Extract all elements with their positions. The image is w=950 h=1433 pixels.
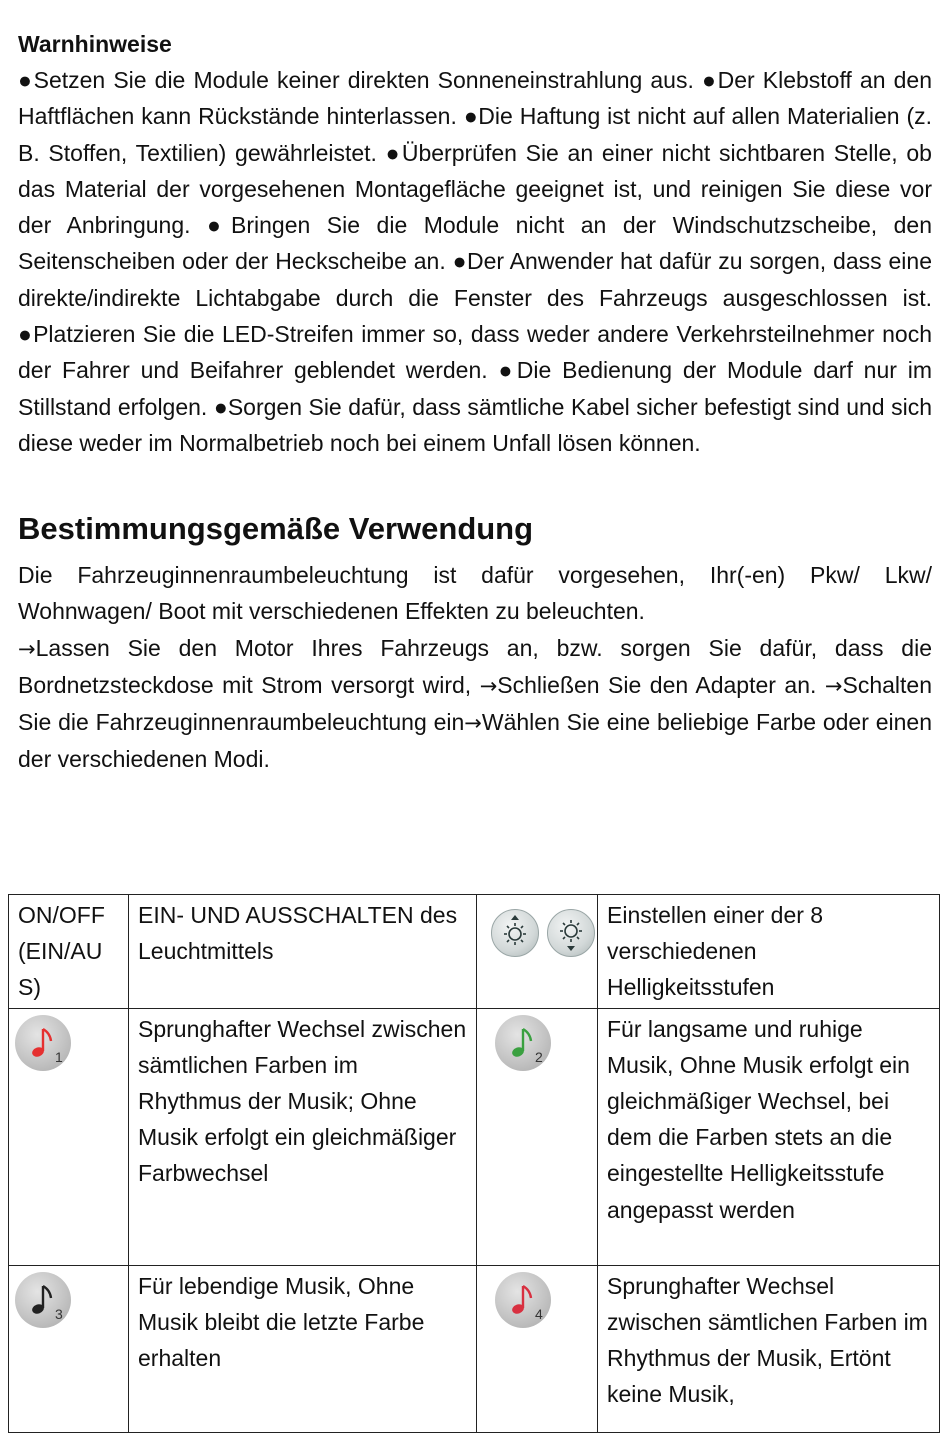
table-row: [9, 1265, 940, 1432]
bullet-icon: ●: [463, 103, 479, 130]
usage-steps: [18, 630, 932, 778]
usage-section: [18, 557, 932, 777]
music-2-description: Für langsame und ruhige Musik, Ohne Musik erfolgt ein gleichmäßiger Wechsel, bei dem die Farben stets an die eingestellte Helligkeitsstufe angepasst werden: [598, 1008, 940, 1265]
warning-item: ●Setzen Sie die Module keiner direkten Sonneneinstrahlung aus.: [18, 67, 694, 93]
usage-step-1: Lassen Sie den Motor Ihres Fahrzeugs an, bzw. sorgen Sie dafür, dass die Bordnetzsteckdose mit Strom versorgt wird,: [18, 634, 932, 698]
music-1-description: Sprunghafter Wechsel zwischen sämtlichen Farben im Rhythmus der Musik; Ohne Musik erfolgt ein gleichmäßiger Farbwechsel: [129, 1008, 477, 1265]
usage-step-2: Schließen Sie den Adapter an.: [497, 671, 817, 698]
usage-step-4: Wählen Sie eine beliebige Farbe oder einen der verschiedenen Modi.: [18, 709, 932, 773]
brightness-down-icon: [547, 909, 595, 957]
brightness-icons-cell: [477, 895, 598, 1009]
arrow-icon: →: [824, 673, 843, 698]
music-2-number: 2: [535, 1048, 543, 1065]
bullet-icon: ●: [498, 357, 517, 384]
document-page: [18, 26, 932, 777]
arrow-icon: →: [479, 673, 498, 698]
usage-intro: Die Fahrzeuginnenraumbeleuchtung ist dafür vorgesehen, Ihr(-en) Pkw/ Lkw/ Wohnwagen/ Boot mit verschiedenen Effekten zu beleuchten.: [18, 562, 932, 625]
brightness-description: Einstellen einer der 8 verschiedenen Helligkeitsstufen: [598, 895, 940, 1009]
music-4-cell: [477, 1265, 598, 1432]
music-1-cell: [9, 1008, 129, 1265]
bullet-icon: ●: [213, 393, 228, 420]
table-row: [9, 1008, 940, 1265]
warning-item: ●Bringen Sie die Module nicht an der Windschutzscheibe, den Seitenscheiben oder der Heckscheibe an.: [18, 212, 932, 275]
warning-item: ●Die Bedienung der Module darf nur im Stillstand erfolgen.: [18, 357, 932, 420]
onoff-label: ON/OFF (EIN/AUS): [9, 895, 129, 1009]
music-3-number: 3: [55, 1305, 63, 1322]
bullet-icon: ●: [18, 67, 34, 93]
brightness-up-icon: [491, 909, 539, 957]
music-1-number: 1: [55, 1048, 63, 1065]
modes-table: [8, 894, 940, 1433]
warning-item: ●Sorgen Sie dafür, dass sämtliche Kabel sicher befestigt sind und sich diese weder im Normalbetrieb noch bei einem Unfall lösen können.: [18, 393, 932, 456]
music-4-number: 4: [535, 1305, 543, 1322]
music-3-cell: [9, 1265, 129, 1432]
warning-item: ●Platzieren Sie die LED-Streifen immer so, dass weder andere Verkehrsteilnehmer noch der Fahrer und Beifahrer geblendet werden.: [18, 321, 932, 384]
warnings-title: Warnhinweise: [18, 31, 172, 57]
usage-step-3: Schalten Sie die Fahrzeuginnenraumbeleuchtung ein: [18, 671, 932, 736]
arrow-icon: →: [464, 711, 482, 736]
bullet-icon: ●: [452, 248, 468, 275]
music-2-cell: [477, 1008, 598, 1265]
warning-item: ●Der Klebstoff an den Haftflächen kann Rückstände hinterlassen.: [18, 67, 932, 130]
music-note-1-icon: [15, 1015, 71, 1071]
music-note-2-icon: [495, 1015, 551, 1071]
bullet-icon: ●: [385, 139, 402, 166]
bullet-icon: ●: [207, 212, 232, 239]
bullet-icon: ●: [18, 321, 34, 348]
table-row: [9, 895, 940, 1009]
warning-item: ●Die Haftung ist nicht auf allen Materialien (z. B. Stoffen, Textilien) gewährleistet.: [18, 103, 932, 166]
warning-item: ●Der Anwender hat dafür zu sorgen, dass eine direkte/indirekte Lichtabgabe durch die Fenster des Fahrzeugs ausgeschlossen ist.: [18, 248, 933, 311]
music-note-3-icon: [15, 1272, 71, 1328]
usage-title: Bestimmungsgemäße Verwendung: [18, 511, 534, 547]
bullet-icon: ●: [701, 67, 718, 93]
onoff-description: EIN- UND AUSSCHALTEN des Leuchtmittels: [129, 895, 477, 1009]
arrow-icon: →: [18, 636, 36, 661]
warnings-text: [18, 62, 932, 461]
music-note-4-icon: [495, 1272, 551, 1328]
music-3-description: Für lebendige Musik, Ohne Musik bleibt die letzte Farbe erhalten: [129, 1265, 477, 1432]
music-4-description: Sprunghafter Wechsel zwischen sämtlichen Farben im Rhythmus der Musik, Ertönt keine Musik,: [598, 1265, 940, 1432]
warning-item: ●Überprüfen Sie an einer nicht sichtbaren Stelle, ob das Material der vorgesehenen Montagefläche geeignet ist, und reinigen Sie diese vor der Anbringung.: [18, 139, 932, 239]
